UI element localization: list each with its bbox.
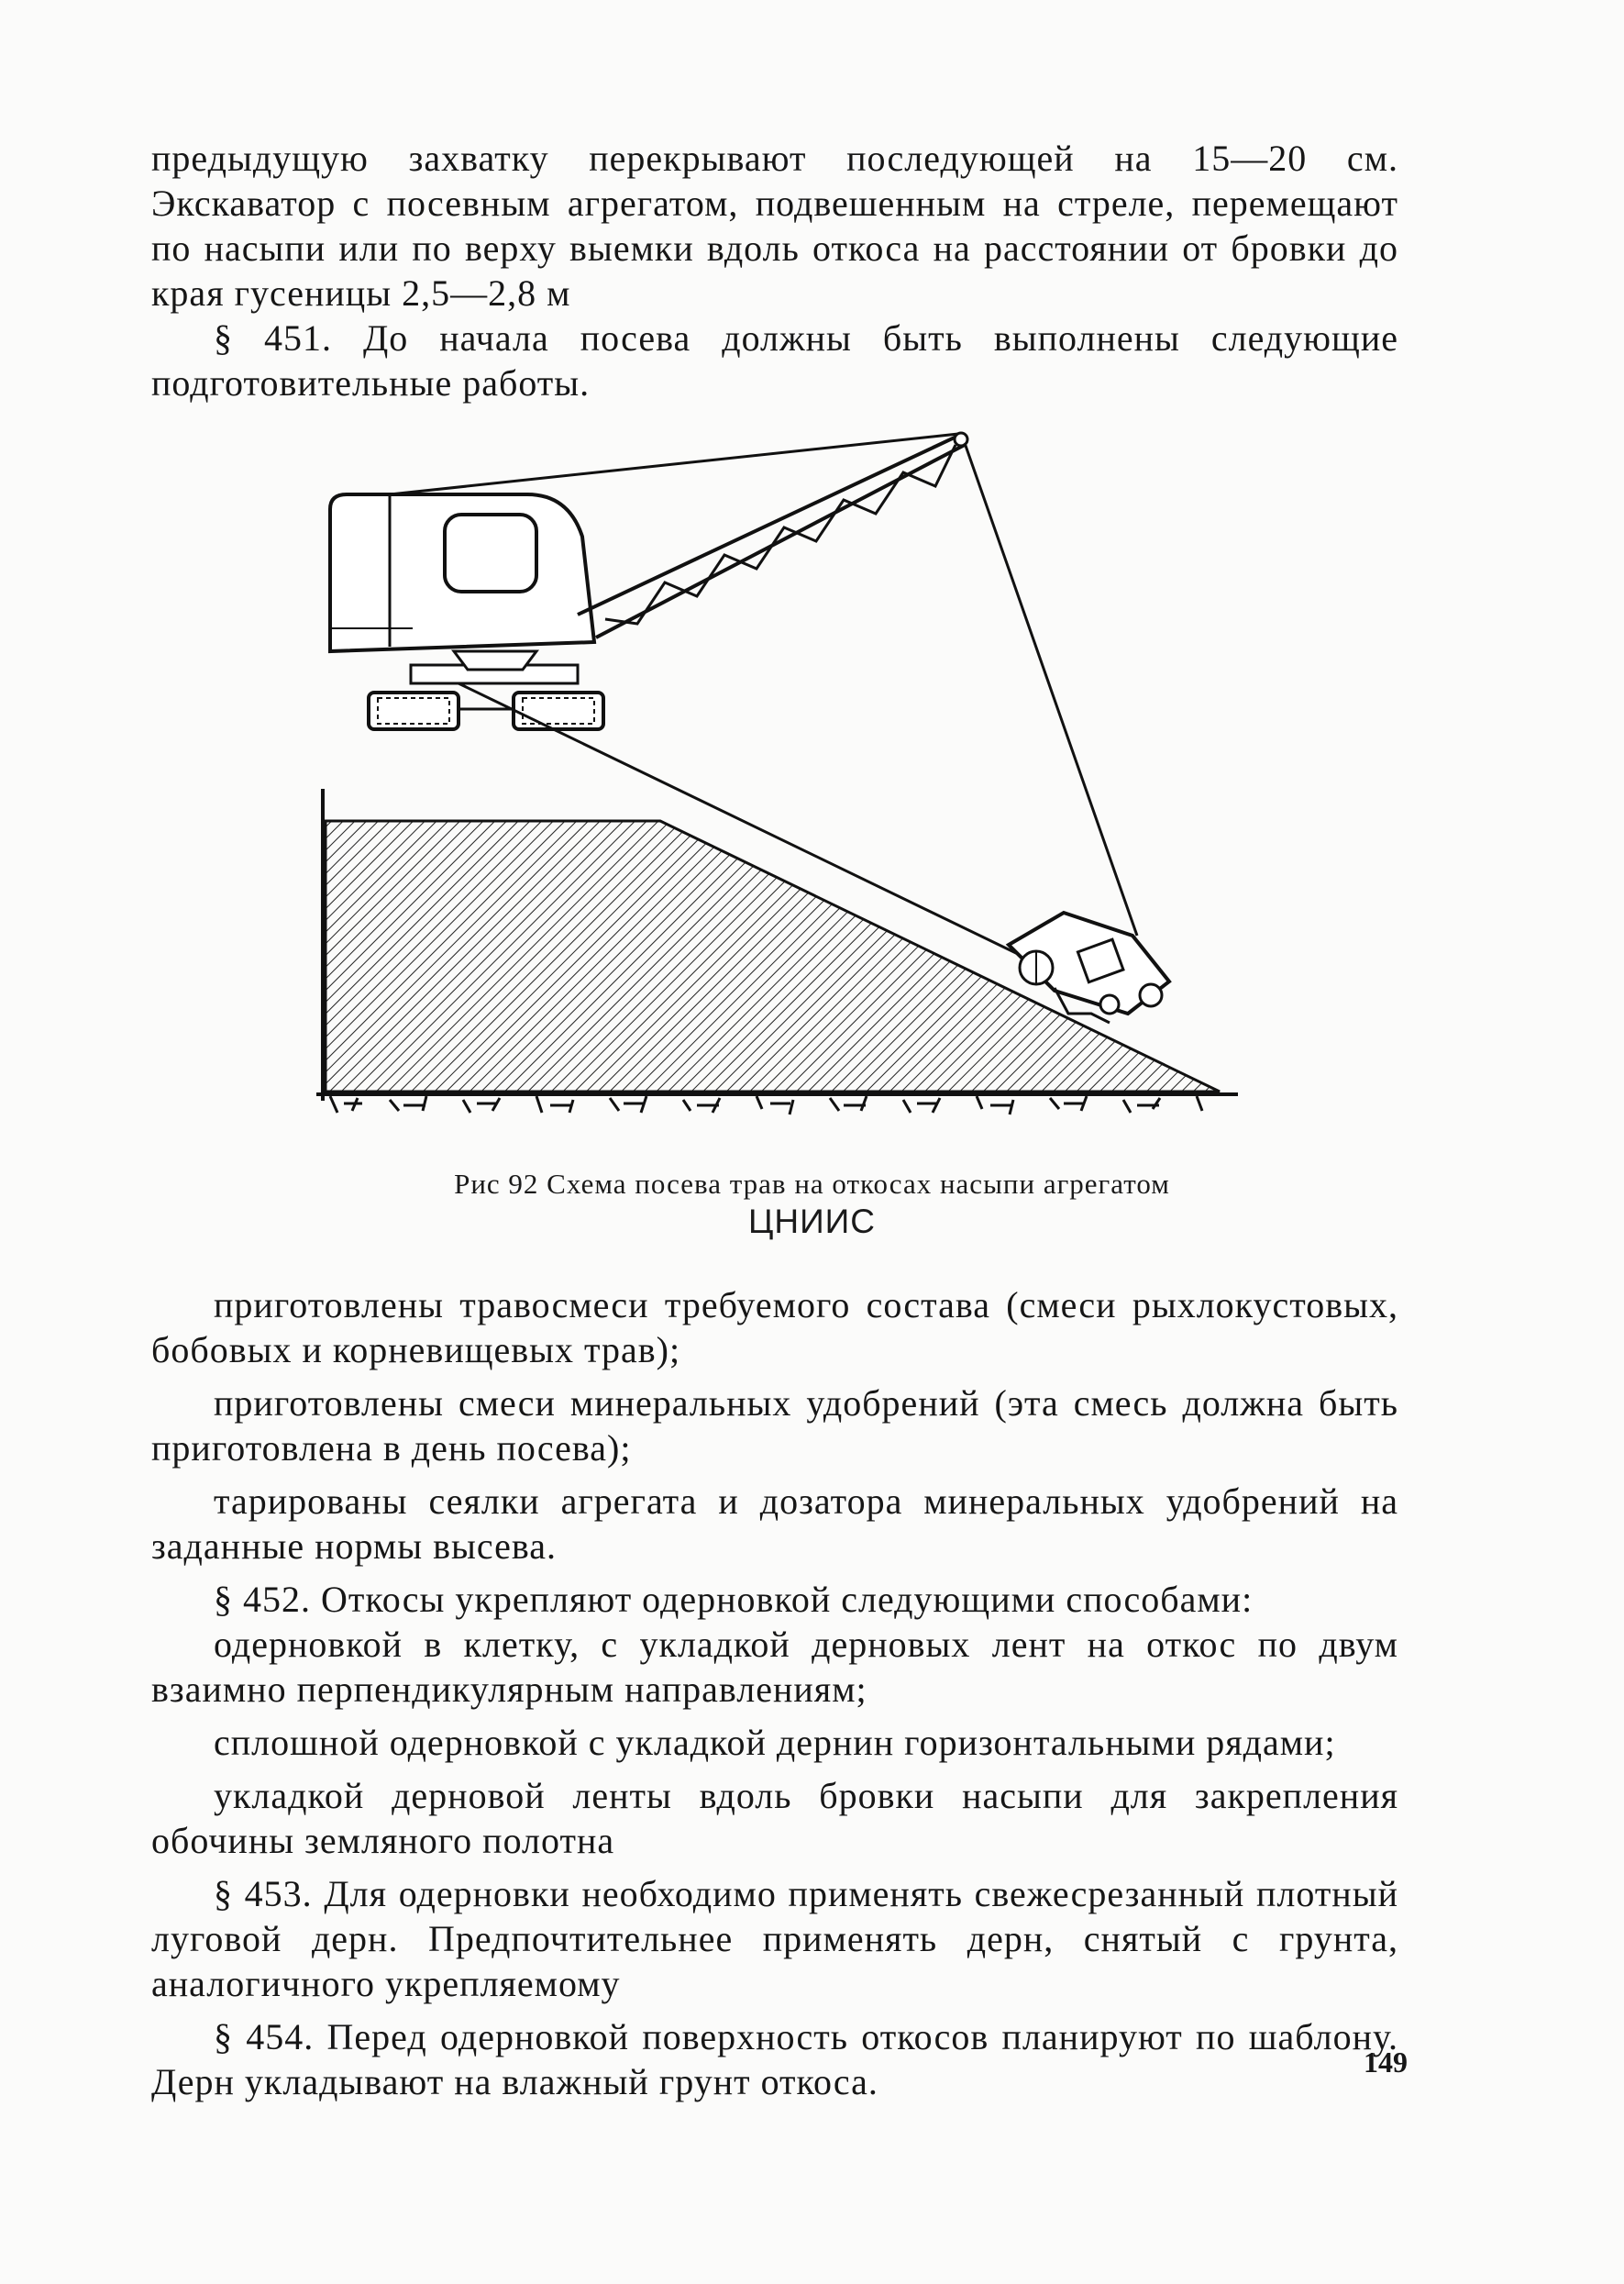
paragraph-list-item: одерновкой в клетку, с укладкой дерновых лент на откос по двум взаимно перпендикулярным направлениям; [151,1624,1398,1710]
excavator [330,494,603,729]
text-block-bottom [151,1282,1398,2104]
paragraph-454: § 454. Перед одерновкой поверхность откосов планируют по шаблону. Дерн укладывают на влажный грунт откоса. [151,2016,1398,2102]
page-number: 149 [1364,2046,1408,2079]
paragraph-453: § 453. Для одерновки необходимо применять свежесрезанный плотный луговой дерн. Предпочтительнее применять дерн, снятый с грунта, аналогичного укрепляемому [151,1873,1398,2004]
excavator-slope-figure [303,417,1256,1151]
caption-line-2: ЦНИИС [748,1203,876,1240]
paragraph-list-item: приготовлены смеси минеральных удобрений (эта смесь должна быть приготовлена в день посева); [151,1382,1398,1469]
caption-line-1: Рис 92 Схема посева трав на откосах насыпи агрегатом [454,1168,1170,1200]
ground-line [316,1094,1238,1114]
paragraph-list-item: укладкой дерновой ленты вдоль бровки насыпи для закрепления обочины земляного полотна [151,1775,1398,1861]
paragraph-451: § 451. До начала посева должны быть выполнены следующие подготовительные работы. [151,317,1398,404]
paragraph-452: § 452. Откосы укрепляют одерновкой следующими способами: [214,1579,1254,1620]
text-block-top [151,136,1398,405]
paragraph-list-item: сплошной одерновкой с укладкой дернин горизонтальными рядами; [214,1722,1336,1763]
paragraph: предыдущую захватку перекрывают последующей на 15—20 см. Экскаватор с посевным агрегатом, подвешенным на стреле, перемещают по насыпи или по верху выемки вдоль откоса на расстоянии от бровки до края гусеницы 2,5—2,8 м [151,138,1398,314]
figure-caption [202,1167,1422,1242]
paragraph-list-item: тарированы сеялки агрегата и дозатора минеральных удобрений на заданные нормы высева. [151,1480,1398,1567]
paragraph-list-item: приготовлены травосмеси требуемого состава (смеси рыхлокустовых, бобовых и корневищевых трав); [151,1284,1398,1370]
